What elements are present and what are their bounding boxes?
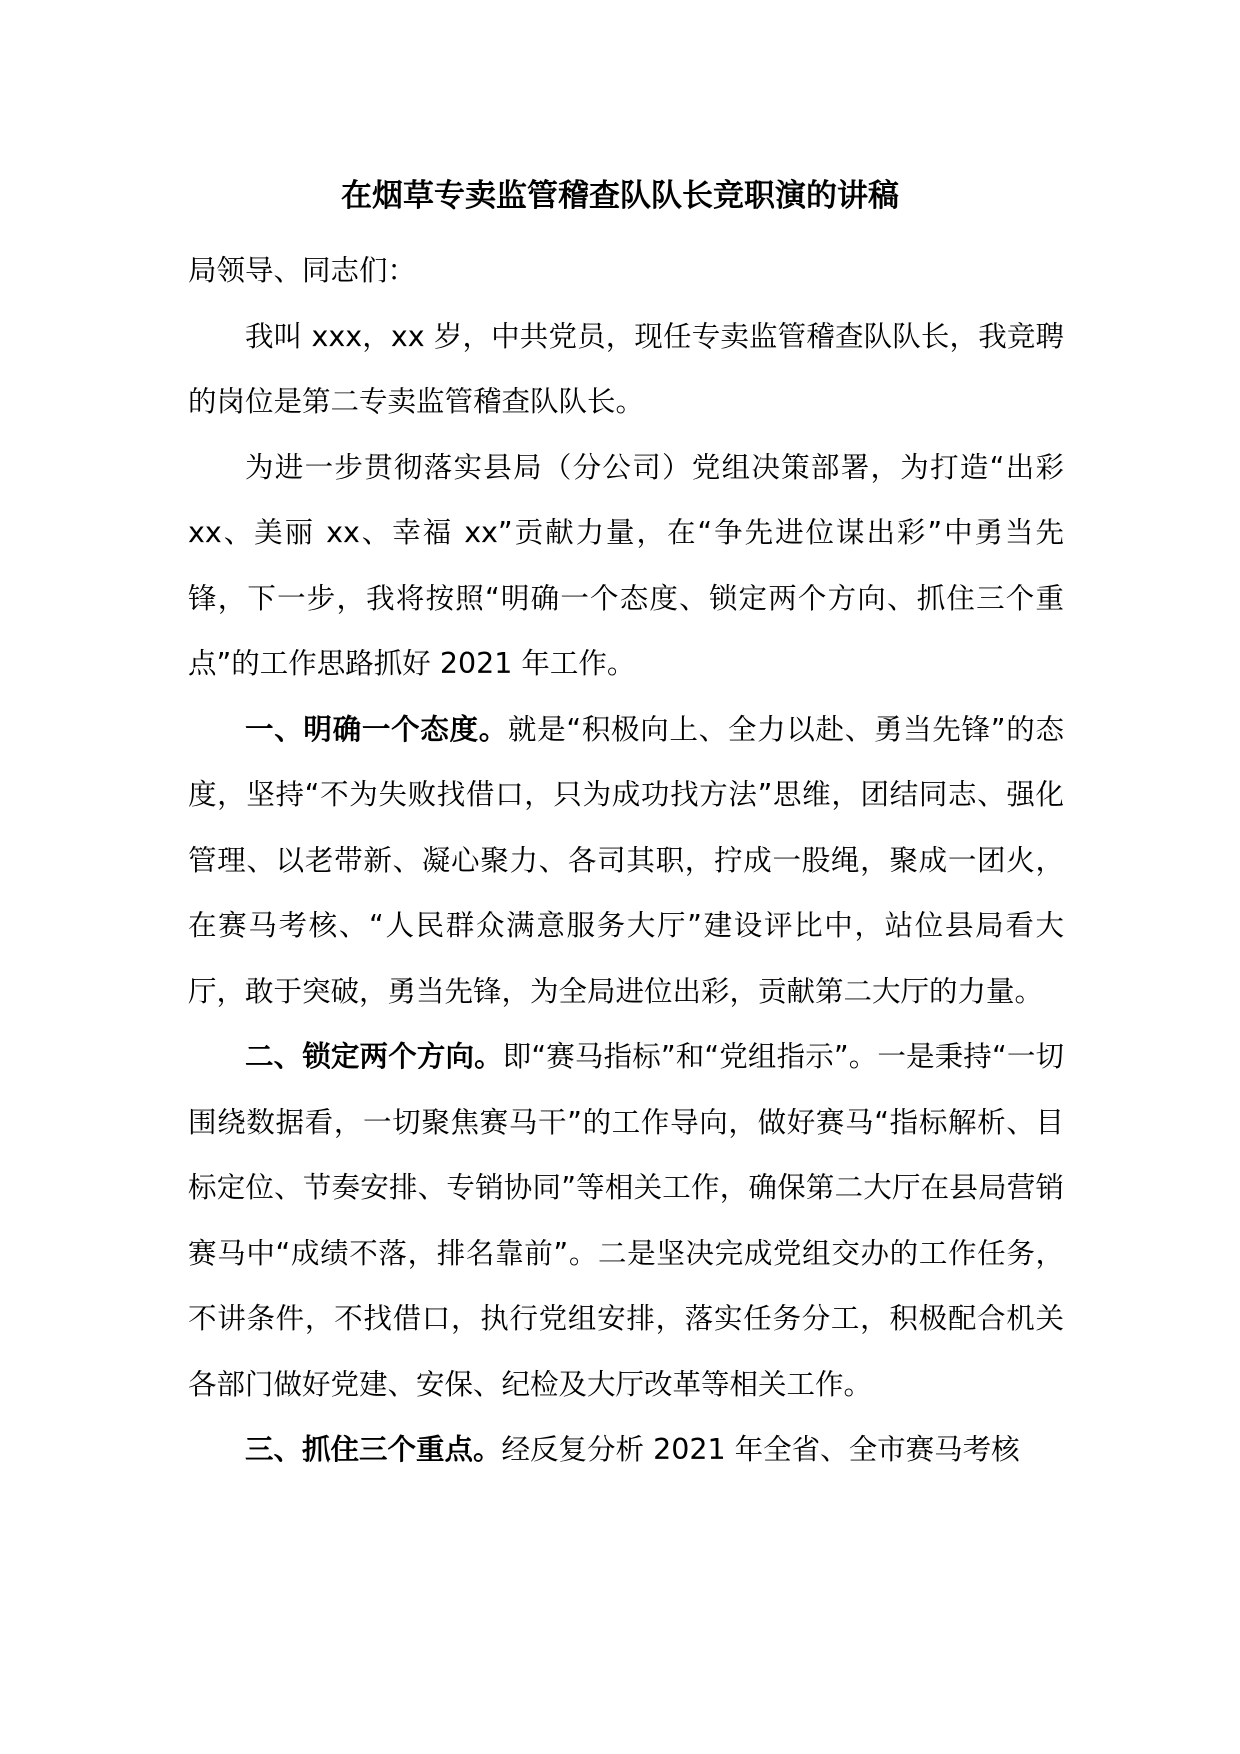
paragraph-intro <box>188 304 1064 435</box>
section-heading-one: 一、明确一个态度。 <box>245 712 508 746</box>
paragraph-text: 为进一步贯彻落实县局（分公司）党组决策部署，为打造“出彩 xx、美丽 xx、幸福 xx”贡献力量，在“争先进位谋出彩”中勇当先锋，下一步，我将按照“明确一个态度、锁定两个方向、抓住三个重点”的工作思路抓好 2021 年工作。 <box>188 450 1064 680</box>
document-body <box>188 238 1064 1483</box>
paragraph-section-two <box>188 1024 1064 1417</box>
paragraph-section-one <box>188 697 1064 1025</box>
section-heading-three: 三、抓住三个重点。 <box>245 1433 502 1466</box>
paragraph-text: 我叫 xxx，xx 岁，中共党员，现任专卖监管稽查队队长，我竞聘的岗位是第二专卖监管稽查队队长。 <box>188 319 1064 418</box>
paragraph-text: 即“赛马指标”和“党组指示”。一是秉持“一切围绕数据看，一切聚焦赛马干”的工作导向，做好赛马“指标解析、目标定位、节奏安排、专销协同”等相关工作，确保第二大厅在县局营销赛马中“成绩不落，排名靠前”。二是坚决完成党组交办的工作任务，不讲条件，不找借口，执行党组安排，落实任务分工，积极配合机关各部门做好党建、安保、纪检及大厅改革等相关工作。 <box>188 1040 1064 1401</box>
paragraph-text: 经反复分析 2021 年全省、全市赛马考核 <box>501 1433 1020 1466</box>
paragraph-text: 就是“积极向上、全力以赴、勇当先锋”的态度，坚持“不为失败找借口，只为成功找方法”思维，团结同志、强化管理、以老带新、凝心聚力、各司其职，拧成一股绳，聚成一团火，在赛马考核、“人民群众满意服务大厅”建设评比中，站位县局看大厅，敢于突破，勇当先锋，为全局进位出彩，贡献第二大厅的力量。 <box>188 712 1064 1008</box>
paragraph-plan <box>188 435 1064 697</box>
document-title: 在烟草专卖监管稽查队队长竞职演的讲稿 <box>341 178 899 214</box>
salutation: 局领导、同志们： <box>188 254 417 287</box>
section-heading-two: 二、锁定两个方向。 <box>245 1040 503 1073</box>
paragraph-section-three <box>188 1417 1064 1483</box>
